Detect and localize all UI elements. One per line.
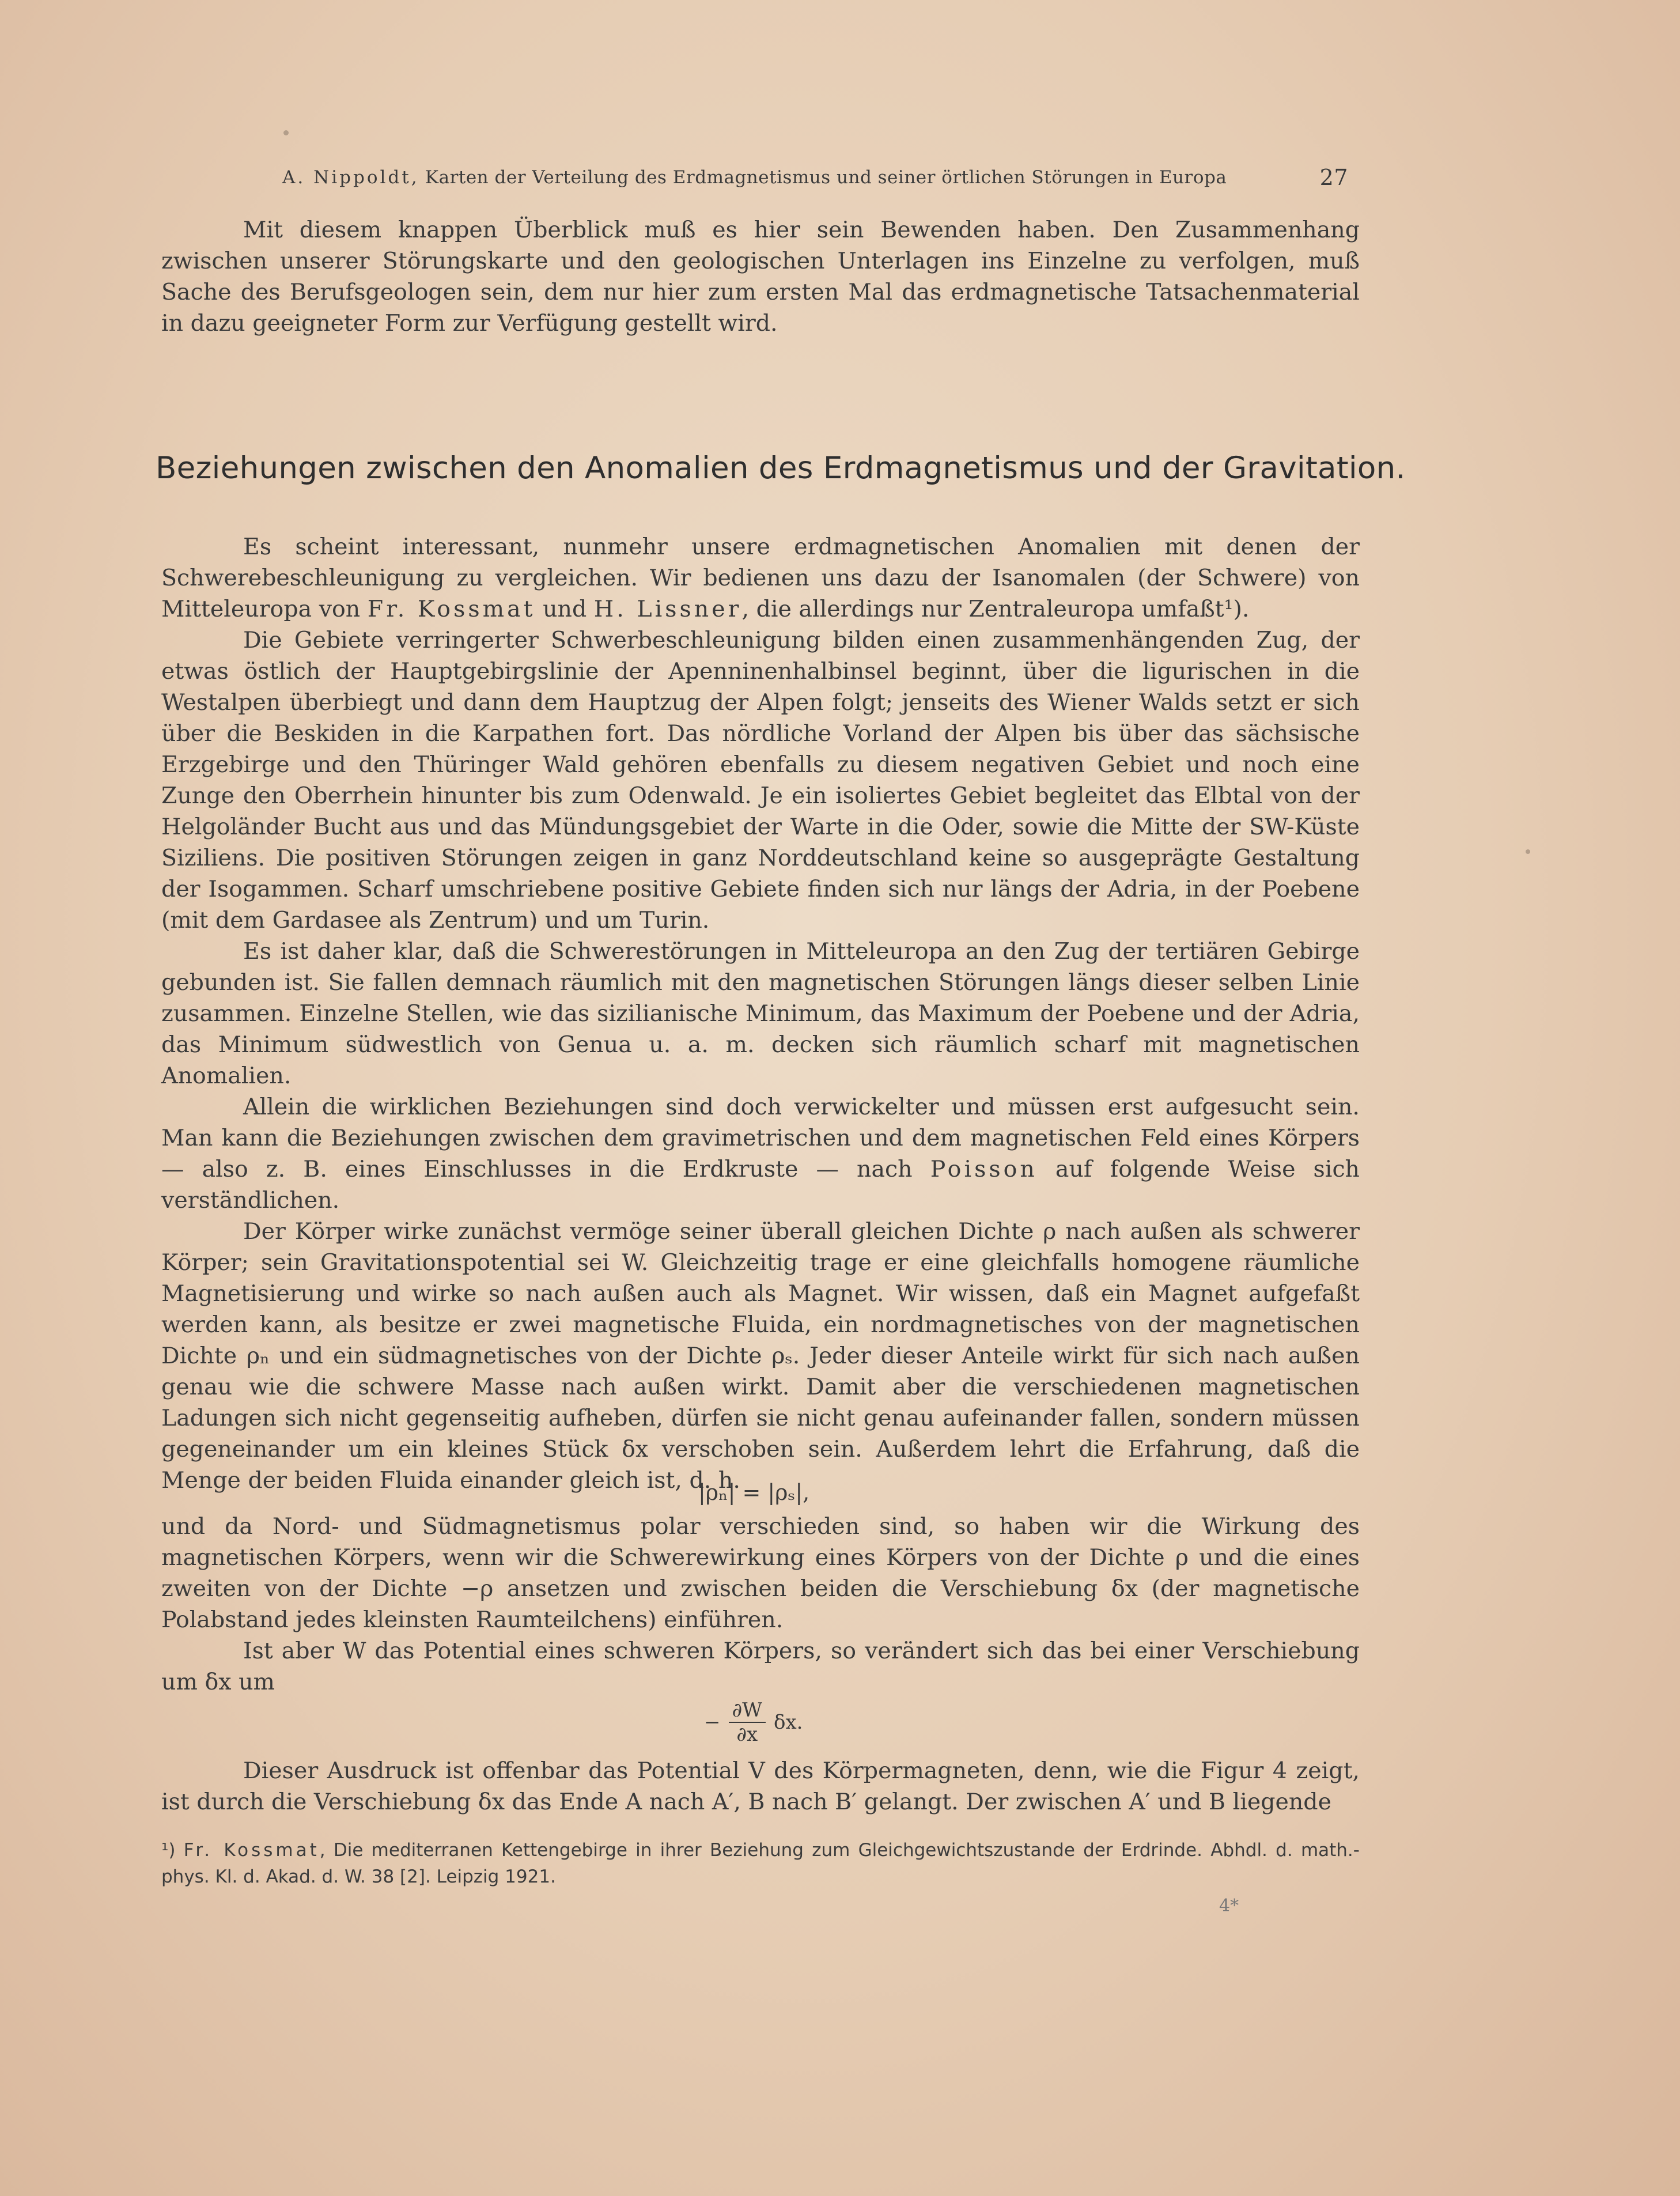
footnote <box>161 1837 1360 1890</box>
footnote-text: , Die mediterranen Kettengebirge in ihrer Beziehung zum Gleichgewichtszustande der Erdrinde. Abhdl. d. math.-phys. Kl. d. Akad. d. W. 38 [2]. Leipzig 1921. <box>161 1840 1360 1887</box>
page-number: 27 <box>1319 165 1348 190</box>
paragraph-1 <box>161 531 1360 625</box>
author-name-lissner: H. Lissner <box>593 596 742 622</box>
running-header <box>282 160 1348 195</box>
paragraph-4-text-b: auf folgende Weise sich verständlichen. <box>161 1156 1360 1214</box>
paragraph-4-text-a: Allein die wirklichen Beziehungen sind doch verwickelter und müssen erst aufgesucht sein. Man kann die Beziehungen zwischen dem gravimetrischen und dem magnetischen Feld eines Körpers — also z. B. eines Einschlusses in die Erdkruste — nach <box>161 1094 1360 1182</box>
header-author: A. Nippoldt, <box>282 167 419 188</box>
ink-spot <box>283 130 289 135</box>
formula-potential-derivative <box>704 1699 803 1746</box>
footnote-marker: ¹) <box>161 1840 184 1861</box>
paragraph-4 <box>161 1091 1360 1216</box>
paragraph-2: Die Gebiete verringerter Schwerbeschleunigung bilden einen zusammenhängenden Zug, der etwas östlich der Hauptgebirgslinie der Apenninenhalbinsel beginnt, über die ligurischen in die Westalpen überbiegt und dann dem Hauptzug der Alpen folgt; jenseits des Wiener Walds setzt er sich über die Beskiden in die Karpathen fort. Das nördliche Vorland der Alpen bis über das sächsische Erzgebirge und den Thüringer Wald gehören ebenfalls zu diesem negativen Gebiet und noch eine Zunge den Oberrhein hinunter bis zum Odenwald. Je ein isoliertes Gebiet begleitet das Elbtal von der Helgoländer Bucht aus und das Mündungsgebiet der Warte in die Oder, sowie die Mitte der SW-Küste Siziliens. Die positiven Störungen zeigen in ganz Norddeutschland keine so ausgeprägte Gestaltung der Isogammen. Scharf umschriebene positive Gebiete finden sich nur längs der Adria, in der Poebene (mit dem Gardasee als Zentrum) und um Turin. <box>161 627 1360 933</box>
paragraph-5: Der Körper wirke zunächst vermöge seiner überall gleichen Dichte ρ nach außen als schwerer Körper; sein Gravitationspotential sei W. Gleichzeitig trage er eine gleichfalls homogene räumliche Magnetisierung und wirke so nach außen auch als Magnet. Wir wissen, daß ein Magnet aufgefaßt werden kann, als besitze er zwei magnetische Fluida, ein nordmagnetisches von der magnetischen Dichte ρₙ und ein südmagnetisches von der Dichte ρₛ. Jeder dieser Anteile wirkt für sich nach außen genau wie die schwere Masse nach außen wirkt. Damit aber die verschiedenen magnetischen Ladungen sich nicht gegenseitig aufheben, dürfen sie nicht genau aufeinander fallen, sondern müssen gegeneinander um ein kleines Stück δx verschoben sein. Außerdem lehrt die Erfahrung, daß die Menge der beiden Fluida einander gleich ist, d. h. <box>161 1218 1360 1494</box>
intro-block <box>161 214 1360 339</box>
formula-density-equality: |ρₙ| = |ρₛ|, <box>698 1480 810 1505</box>
formula-denominator: ∂x <box>736 1723 758 1746</box>
formula-suffix: δx. <box>774 1711 803 1734</box>
intro-paragraph: Mit diesem knappen Überblick muß es hier sein Bewenden haben. Den Zusammenhang zwischen unserer Störungskarte und den geologischen Unterlagen ins Einzelne zu verfolgen, muß Sache des Berufsgeologen sein, dem nur hier zum ersten Mal das erdmagnetische Tatsachenmaterial in dazu geeigneter Form zur Verfügung gestellt wird. <box>161 217 1360 337</box>
formula-fraction <box>729 1699 766 1746</box>
signature-mark: 4* <box>1219 1896 1239 1916</box>
formula-numerator: ∂W <box>729 1699 766 1723</box>
formula-minus: − <box>704 1711 721 1734</box>
paragraph-6: und da Nord- und Südmagnetismus polar verschieden sind, so haben wir die Wirkung des magnetischen Körpers, wenn wir die Schwerewirkung eines Körpers von der Dichte ρ und die eines zweiten von der Dichte −ρ ansetzen und zwischen beiden die Verschiebung δx (der magnetische Polabstand jedes kleinsten Raumteilchens) einführen. <box>161 1513 1360 1633</box>
body-block-1 <box>161 531 1360 1496</box>
paragraph-1-text-a: Es scheint interessant, nunmehr unsere erdmagnetischen Anomalien mit denen der Schwerebeschleunigung zu vergleichen. Wir bedienen uns dazu der Isanomalen (der Schwere) von Mitteleuropa von <box>161 534 1360 622</box>
paragraph-8: Dieser Ausdruck ist offenbar das Potential V des Körpermagneten, denn, wie die Figur 4 zeigt, ist durch die Verschiebung δx das Ende A nach A′, B nach B′ gelangt. Der zwischen A′ und B liegende <box>161 1757 1360 1815</box>
body-block-3 <box>161 1755 1360 1817</box>
author-name-poisson: Poisson <box>930 1156 1038 1182</box>
body-block-2 <box>161 1511 1360 1698</box>
paragraph-7: Ist aber W das Potential eines schweren Körpers, so verändert sich das bei einer Verschiebung um δx um <box>161 1638 1360 1695</box>
section-heading: Beziehungen zwischen den Anomalien des Erdmagnetismus und der Gravitation. <box>156 451 1406 486</box>
header-title: Karten der Verteilung des Erdmagnetismus und seiner örtlichen Störungen in Europa <box>425 167 1227 188</box>
running-title-line <box>282 167 1227 188</box>
paragraph-1-text-b: und <box>535 596 594 622</box>
author-name-kossmat: Fr. Kossmat <box>367 596 536 622</box>
paragraph-1-text-c: , die allerdings nur Zentraleuropa umfaßt¹). <box>741 596 1250 622</box>
paragraph-3: Es ist daher klar, daß die Schwerestörungen in Mitteleuropa an den Zug der tertiären Gebirge gebunden ist. Sie fallen demnach räumlich mit den magnetischen Störungen längs dieser selben Linie zusammen. Einzelne Stellen, wie das sizilianische Minimum, das Maximum der Poebene und der Adria, das Minimum südwestlich von Genua u. a. m. decken sich räumlich scharf mit magnetischen Anomalien. <box>161 938 1360 1089</box>
footnote-author: Fr. Kossmat <box>183 1840 320 1861</box>
ink-spot <box>1526 849 1530 854</box>
